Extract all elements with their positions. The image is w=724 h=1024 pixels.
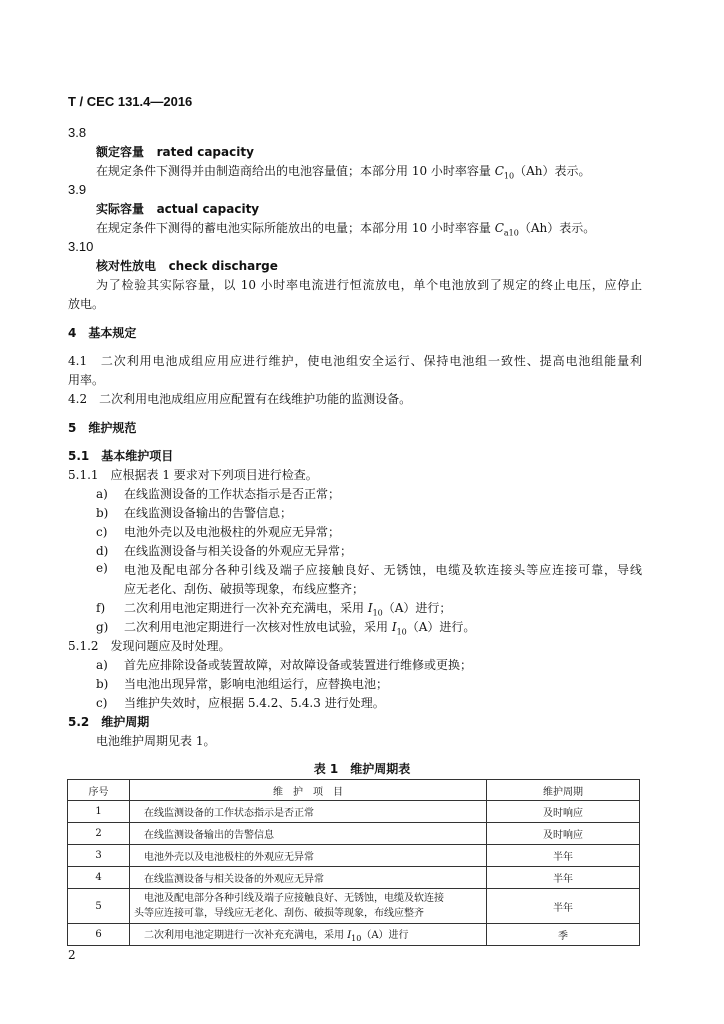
clause-5-1-1: 5.1.1 应根据表 1 要求对下列项目进行检查。 [68, 468, 318, 482]
list-text: 当电池出现异常，影响电池组运行，应替换电池； [124, 677, 389, 691]
list-item [96, 656, 472, 673]
list-item [96, 675, 388, 692]
cell-no: 5 [68, 889, 130, 924]
list-text-end: （A）进行。 [406, 620, 476, 634]
list-text: 在线监测设备与相关设备的外观应无异常； [124, 544, 353, 558]
term-en: actual capacity [156, 202, 260, 216]
cell-no: 2 [68, 823, 130, 845]
cell-item-line2: 头等应连接可靠，导线应无老化、刮伤、破损等现象，布线应整齐 [134, 908, 424, 919]
term-cn: 额定容量 [96, 145, 145, 159]
column-header-no: 序号 [68, 780, 130, 801]
list-text: 电池外壳以及电池极柱的外观应无异常； [124, 525, 341, 539]
list-text: 当维护失效时，应根据 5.4.2、5.4.3 进行处理。 [124, 696, 385, 710]
list-label: b) [96, 677, 109, 691]
table-row [68, 823, 640, 845]
cell-cycle: 及时响应 [487, 801, 640, 823]
cell-item: 电池外壳以及电池极柱的外观应无异常 [130, 845, 487, 867]
symbol: I [391, 620, 397, 634]
cell-cycle: 半年 [487, 845, 640, 867]
table-row [68, 867, 640, 889]
symbol: C [494, 221, 504, 235]
table-header-row [68, 780, 640, 801]
page-number: 2 [68, 948, 76, 962]
symbol-subscript: 10 [503, 171, 515, 181]
list-item [96, 523, 340, 540]
term-cn: 实际容量 [96, 202, 145, 216]
clause-4-1-line1: 4.1 二次利用电池成组应用应进行维护，使电池组安全运行、保持电池组一致性、提高电池组能量利 [68, 354, 642, 368]
term-en: check discharge [168, 259, 278, 273]
table-row [68, 924, 640, 946]
symbol-subscript: 10 [372, 608, 383, 618]
section-4-title: 4 基本规定 [68, 326, 137, 340]
list-text: 在线监测设备的工作状态指示是否正常； [124, 487, 341, 501]
list-item [96, 599, 451, 617]
list-item [96, 618, 475, 636]
column-header-item: 维 护 项 目 [130, 780, 487, 801]
term-cn: 核对性放电 [96, 259, 157, 273]
cell-item: 在线监测设备的工作状态指示是否正常 [130, 801, 487, 823]
symbol: C [494, 164, 504, 178]
clause-5-1-2: 5.1.2 发现问题应及时处理。 [68, 639, 231, 653]
list-item [96, 504, 292, 521]
symbol-subscript: 10 [351, 934, 362, 943]
cell-item: 在线监测设备与相关设备的外观应无异常 [130, 867, 487, 889]
cell-no: 4 [68, 867, 130, 889]
list-label: a) [96, 487, 108, 501]
cell-item-text: 二次利用电池定期进行一次补充充满电，采用 [144, 930, 348, 941]
table-row [68, 801, 640, 823]
clause-3-9-definition [96, 219, 595, 237]
table-row [68, 845, 640, 867]
section-5-title: 5 维护规范 [68, 421, 137, 435]
maintenance-cycle-table [67, 779, 640, 946]
list-label: b) [96, 506, 109, 520]
list-text: 在线监测设备输出的告警信息； [124, 506, 293, 520]
cell-item: 在线监测设备输出的告警信息 [130, 823, 487, 845]
list-item [96, 542, 352, 559]
cell-item-line1: 电池及配电部分各种引线及端子应接触良好、无锈蚀，电缆及软连接 [144, 893, 444, 904]
column-header-cycle: 维护周期 [487, 780, 640, 801]
cell-cycle: 半年 [487, 867, 640, 889]
cell-item [130, 924, 487, 946]
list-label: g) [96, 620, 109, 634]
symbol-subscript: a10 [503, 228, 519, 238]
clause-4-1-line2: 用率。 [68, 373, 105, 387]
list-label: a) [96, 658, 108, 672]
cell-cycle: 及时响应 [487, 823, 640, 845]
cell-item [130, 889, 487, 924]
list-text: 二次利用电池定期进行一次核对性放电试验，采用 [124, 620, 392, 634]
cell-no: 1 [68, 801, 130, 823]
table-row [68, 889, 640, 924]
cell-item-text-end: （A）进行 [361, 930, 409, 941]
clause-3-9-number: 3.9 [68, 182, 87, 197]
list-label: c) [96, 525, 108, 539]
list-item [96, 485, 340, 502]
table-caption: 表 1 维护周期表 [313, 762, 411, 776]
list-label: f) [96, 601, 106, 615]
cell-cycle: 季 [487, 924, 640, 946]
definition-text-end: （Ah）表示。 [518, 221, 596, 235]
cell-no: 6 [68, 924, 130, 946]
clause-3-10-definition-line2: 放电。 [68, 297, 105, 311]
list-item-e-line1: 电池及配电部分各种引线及端子应接触良好、无锈蚀，电缆及软连接头等应连接可靠，导线 [124, 563, 642, 577]
list-text: 二次利用电池定期进行一次补充充满电，采用 [124, 601, 368, 615]
term-en: rated capacity [156, 145, 254, 159]
clause-3-9-term [96, 200, 259, 217]
list-label: c) [96, 696, 108, 710]
clause-3-10-definition-line1: 为了检验其实际容量，以 10 小时率电流进行恒流放电，单个电池放到了规定的终止电压，应停止 [96, 278, 642, 292]
clause-3-8-definition [96, 162, 591, 180]
cell-no: 3 [68, 845, 130, 867]
symbol: I [347, 930, 352, 941]
symbol-subscript: 10 [396, 627, 407, 637]
clause-3-10-term [96, 257, 278, 274]
clause-3-10-number: 3.10 [68, 239, 94, 254]
clause-3-8-term [96, 143, 254, 160]
definition-text: 在规定条件下测得的蓄电池实际所能放出的电量；本部分用 10 小时率容量 [96, 221, 495, 235]
list-label: d) [96, 544, 109, 558]
cell-cycle: 半年 [487, 889, 640, 924]
symbol: I [367, 601, 373, 615]
clause-5-2-body: 电池维护周期见表 1。 [96, 734, 216, 748]
clause-5-1-title: 5.1 基本维护项目 [68, 449, 174, 463]
definition-text-end: （Ah）表示。 [514, 164, 591, 178]
definition-text: 在规定条件下测得并由制造商给出的电池容量值；本部分用 10 小时率容量 [96, 164, 495, 178]
list-item-e-line2: 应无老化、刮伤、破损等现象，布线应整齐； [124, 582, 365, 596]
clause-5-2-title: 5.2 维护周期 [68, 715, 150, 729]
clause-4-2: 4.2 二次利用电池成组应用应配置有在线维护功能的监测设备。 [68, 392, 412, 406]
standard-header: T / CEC 131.4—2016 [68, 94, 193, 109]
list-item [96, 694, 385, 711]
clause-3-8-number: 3.8 [68, 125, 87, 140]
list-item-e-label: e) [96, 561, 108, 575]
list-text-end: （A）进行； [382, 601, 452, 615]
list-text: 首先应排除设备或装置故障，对故障设备或装置进行维修或更换； [124, 658, 473, 672]
